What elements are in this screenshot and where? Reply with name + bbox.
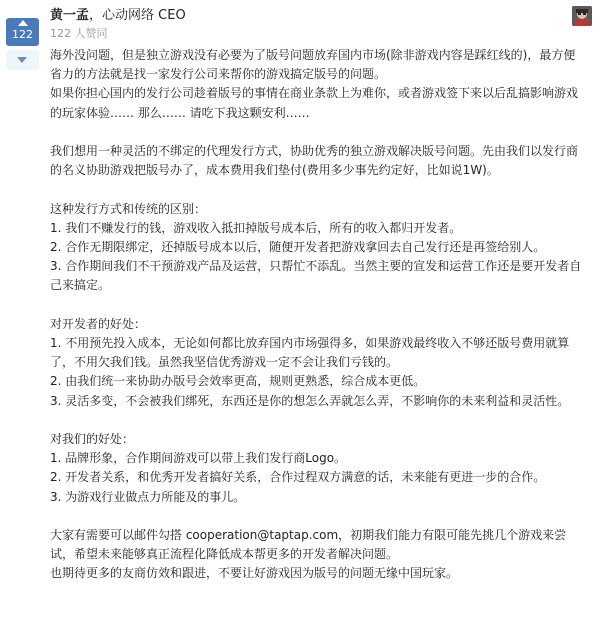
paragraph: 也期待更多的友商仿效和跟进，不要让好游戏因为版号的问题无缘中国玩家。 <box>50 566 459 581</box>
list-item: 1. 品牌形象，合作期间游戏可以带上我们发行商Logo。 <box>50 451 347 466</box>
section-heading: 对开发者的好处： <box>50 316 147 331</box>
section-heading: 这种发行方式和传统的区别： <box>50 201 207 216</box>
paragraph-gap <box>50 180 586 199</box>
list-item: 3. 为游戏行业做点力所能及的事儿。 <box>50 489 246 504</box>
list-item: 3. 合作期间我们不干预游戏产品及运营，只帮忙不添乱。当然主要的宣发和运营工作还是要开发者自己来搞定。 <box>50 259 582 293</box>
paragraph-gap <box>50 296 586 315</box>
paragraph-gap <box>50 507 586 526</box>
votes-summary[interactable]: 122 人赞同 <box>50 27 108 40</box>
list-item: 1. 我们不赚发行的钱，游戏收入抵扣掉版号成本后，所有的收入都归开发者。 <box>50 220 462 235</box>
list-item: 1. 不用预先投入成本，无论如何都比放弃国内市场强得多，如果游戏最终收入不够还版号费用就算了，不用欠我们钱。虽然我坚信优秀游戏一定不会让我们亏钱的。 <box>50 336 570 370</box>
author-separator: ， <box>89 8 103 23</box>
list-item: 3. 灵活多变，不会被我们绑死，东西还是你的想怎么弄就怎么弄，不影响你的未来利益和灵活性。 <box>50 393 570 408</box>
list-item: 2. 由我们统一来协助办版号会效率更高，规则更熟悉，综合成本更低。 <box>50 374 426 389</box>
list-item: 2. 合作无期限绑定，还掉版号成本以后，随便开发者把游戏拿回去自己发行还是再签给别人。 <box>50 240 546 254</box>
paragraph: 大家有需要可以邮件勾搭 cooperation@taptap.com，初期我们能力有限可能先挑几个游戏来尝试，希望未来能够真正流程化降低成本帮更多的开发者解决问题。 <box>50 528 567 562</box>
paragraph: 海外没问题，但是独立游戏没有必要为了版号问题放弃国内市场(除非游戏内容是踩红线的)，最方便省力的方法就是找一家发行公司来帮你的游戏搞定版号的问题。 <box>50 48 576 82</box>
author-bio: 心动网络 CEO <box>102 8 186 23</box>
downvote-button[interactable] <box>6 50 39 70</box>
downvote-arrow-icon <box>17 57 27 63</box>
avatar-image <box>572 6 592 26</box>
section-heading: 对我们的好处： <box>50 432 135 446</box>
answer-header <box>50 6 560 26</box>
author-name[interactable]: 黄一孟 <box>50 8 90 23</box>
list-item: 2. 开发者关系，和优秀开发者搞好关系，合作过程双方满意的话，未来能有更进一步的合作。 <box>50 470 546 485</box>
avatar[interactable] <box>572 6 592 26</box>
upvote-button[interactable] <box>6 18 39 46</box>
paragraph-gap <box>50 123 586 142</box>
vote-count: 122 <box>12 28 33 41</box>
paragraph: 如果你担心国内的发行公司趁着版号的事情在商业条款上为难你，或者游戏签下来以后乱搞影响游戏的玩家体验…… 那么…… 请吃下我这颗安利…… <box>50 86 579 120</box>
upvote-arrow-icon <box>18 20 28 26</box>
paragraph: 我们想用一种灵活的不绑定的代理发行方式，协助优秀的独立游戏解决版号问题。先由我们以发行商的名义协助游戏把版号办了，成本费用我们垫付(费用多少事先约定好，比如说1W)。 <box>50 144 579 178</box>
paragraph-gap <box>50 411 586 430</box>
answer-content <box>50 46 586 584</box>
vote-column <box>6 18 39 70</box>
